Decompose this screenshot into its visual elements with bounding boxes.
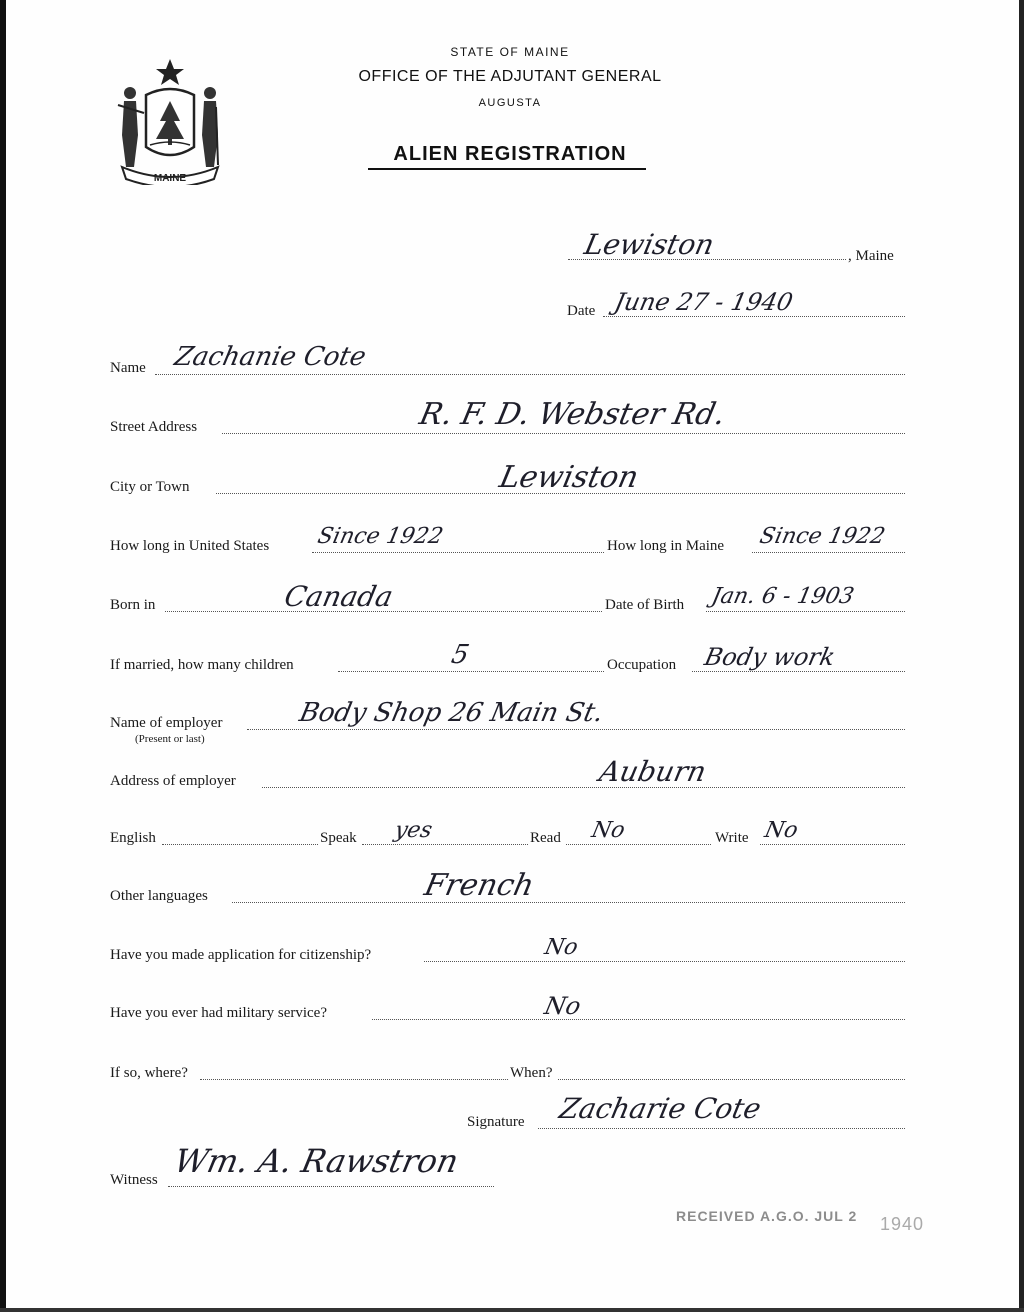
citizenship-label: Have you made application for citizenship? <box>110 947 372 963</box>
write-value[interactable]: No <box>762 818 801 843</box>
form-title: ALIEN REGISTRATION <box>393 143 627 165</box>
maine-long-value[interactable]: Since 1922 <box>757 524 888 549</box>
received-stamp: RECEIVED A.G.O. JUL 2 <box>676 1208 858 1224</box>
name-label: Name <box>110 360 146 376</box>
other-lang-value[interactable]: French <box>421 868 538 903</box>
witness-label: Witness <box>110 1172 158 1188</box>
name-line <box>155 374 905 375</box>
occupation-label: Occupation <box>607 657 677 673</box>
title-underline <box>368 168 646 170</box>
scan-edge-bottom <box>0 1308 1024 1312</box>
dob-label: Date of Birth <box>605 597 685 613</box>
speak-line <box>362 844 528 845</box>
employer-line <box>247 729 905 730</box>
other-lang-label: Other languages <box>110 888 208 904</box>
maine-state-seal-icon <box>110 55 230 185</box>
speak-label: Speak <box>320 830 357 846</box>
other-lang-line <box>232 902 905 903</box>
street-value[interactable]: R. F. D. Webster Rd. <box>416 397 729 432</box>
citizenship-line <box>424 961 905 962</box>
signature-line <box>538 1128 905 1129</box>
maine-long-label: How long in Maine <box>607 538 725 554</box>
us-long-value[interactable]: Since 1922 <box>315 524 446 549</box>
employer-value[interactable]: Body Shop 26 Main St. <box>296 698 606 728</box>
citizenship-value[interactable]: No <box>542 935 581 960</box>
witness-value[interactable]: Wm. A. Rawstron <box>170 1142 462 1180</box>
received-stamp-year: 1940 <box>880 1214 925 1234</box>
where-label: If so, where? <box>110 1065 188 1081</box>
date-value[interactable]: June 27 - 1940 <box>612 288 796 316</box>
employer-note: (Present or last) <box>135 733 205 745</box>
city-label: City or Town <box>110 479 190 495</box>
signature-value[interactable]: Zacharie Cote <box>556 1092 764 1125</box>
born-label: Born in <box>110 597 156 613</box>
maine-long-line <box>752 552 905 553</box>
occupation-value[interactable]: Body work <box>702 643 838 671</box>
dob-line <box>706 611 905 612</box>
write-line <box>760 844 905 845</box>
dob-value[interactable]: Jan. 6 - 1903 <box>709 584 857 609</box>
date-label: Date <box>567 303 596 319</box>
english-label: English <box>110 830 156 846</box>
children-value[interactable]: 5 <box>448 640 472 670</box>
town-value[interactable]: Lewiston <box>581 228 718 261</box>
us-long-line <box>312 552 604 553</box>
header-state: STATE OF MAINE <box>450 45 570 59</box>
military-value[interactable]: No <box>542 992 584 1020</box>
witness-line <box>168 1186 494 1187</box>
date-line <box>603 316 905 317</box>
english-line <box>162 844 318 845</box>
born-value[interactable]: Canada <box>281 580 396 613</box>
occupation-line <box>692 671 905 672</box>
military-line <box>372 1019 905 1020</box>
header-office: OFFICE OF THE ADJUTANT GENERAL <box>358 68 662 85</box>
employer-label: Name of employer <box>110 715 223 731</box>
where-line[interactable] <box>200 1079 508 1080</box>
city-value[interactable]: Lewiston <box>496 460 642 495</box>
us-long-label: How long in United States <box>110 538 270 554</box>
children-line <box>338 671 604 672</box>
speak-value[interactable]: yes <box>392 818 435 843</box>
military-label: Have you ever had military service? <box>110 1005 327 1021</box>
signature-label: Signature <box>467 1114 525 1130</box>
employer-addr-line <box>262 787 905 788</box>
street-line <box>222 433 905 434</box>
street-label: Street Address <box>110 419 198 435</box>
children-label: If married, how many children <box>110 657 294 673</box>
seal-banner: MAINE <box>153 173 187 184</box>
read-label: Read <box>530 830 561 846</box>
header-city: AUGUSTA <box>478 97 542 109</box>
read-value[interactable]: No <box>589 818 628 843</box>
employer-addr-value[interactable]: Auburn <box>596 755 710 788</box>
maine-label: , Maine <box>848 248 894 264</box>
name-value[interactable]: Zachanie Cote <box>171 342 369 372</box>
write-label: Write <box>715 830 749 846</box>
read-line <box>566 844 711 845</box>
when-line[interactable] <box>558 1079 905 1080</box>
scan-edge-right <box>1019 0 1024 1312</box>
scan-edge-left <box>0 0 6 1312</box>
when-label: When? <box>510 1065 553 1081</box>
employer-addr-label: Address of employer <box>110 773 236 789</box>
